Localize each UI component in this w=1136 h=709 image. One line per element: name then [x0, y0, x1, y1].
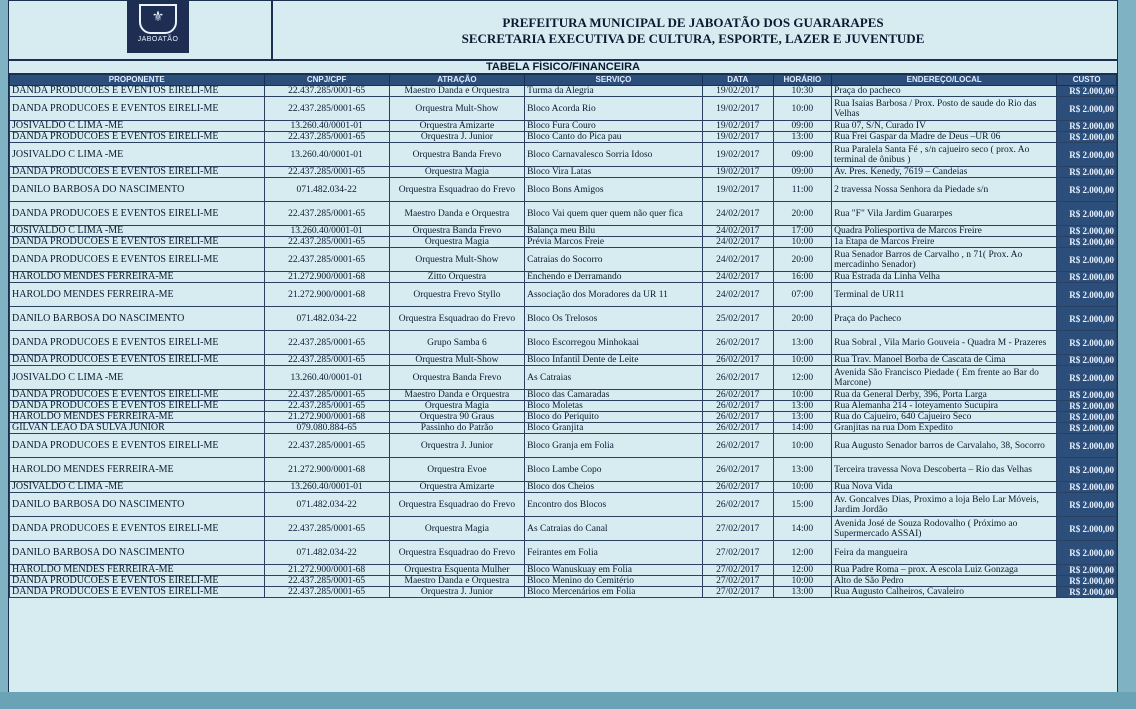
cell-proponente: HAROLDO MENDES FERREIRA-ME: [10, 412, 265, 423]
cell-servico: Feirantes em Folia: [525, 541, 703, 565]
cell-horario: 13:00: [773, 331, 832, 355]
cell-proponente: HAROLDO MENDES FERREIRA-ME: [10, 458, 265, 482]
table-row: [10, 587, 1117, 598]
cell-data: 26/02/2017: [702, 458, 773, 482]
cell-proponente: DANDA PRODUCOES E EVENTOS EIRELI-ME: [10, 132, 265, 143]
cell-proponente: JOSIVALDO C LIMA -ME: [10, 226, 265, 237]
cell-endereco: Rua Nova Vida: [832, 482, 1057, 493]
cell-proponente: HAROLDO MENDES FERREIRA-ME: [10, 283, 265, 307]
cell-cnpj: 22.437.285/0001-65: [264, 86, 389, 97]
cell-atracao: Grupo Samba 6: [389, 331, 524, 355]
cell-cnpj: 22.437.285/0001-65: [264, 237, 389, 248]
cell-cnpj: 22.437.285/0001-65: [264, 517, 389, 541]
cell-cnpj: 22.437.285/0001-65: [264, 390, 389, 401]
cell-proponente: DANDA PRODUCOES E EVENTOS EIRELI-ME: [10, 390, 265, 401]
cell-atracao: Passinho do Patrão: [389, 423, 524, 434]
cell-cnpj: 22.437.285/0001-65: [264, 97, 389, 121]
logo-text: JABOATÃO: [137, 36, 179, 43]
cell-data: 26/02/2017: [702, 355, 773, 366]
cell-proponente: DANDA PRODUCOES E EVENTOS EIRELI-ME: [10, 237, 265, 248]
cell-proponente: HAROLDO MENDES FERREIRA-ME: [10, 272, 265, 283]
cell-horario: 13:00: [773, 132, 832, 143]
cell-servico: Bloco Vai quem quer quem não quer fica: [525, 202, 703, 226]
cell-servico: Bloco do Periquito: [525, 412, 703, 423]
cell-servico: Bloco Bons Amigos: [525, 178, 703, 202]
cell-data: 24/02/2017: [702, 283, 773, 307]
cell-atracao: Orquestra J. Junior: [389, 587, 524, 598]
cell-servico: Bloco Escorregou Minhokaai: [525, 331, 703, 355]
cell-proponente: JOSIVALDO C LIMA -ME: [10, 366, 265, 390]
cell-data: 24/02/2017: [702, 202, 773, 226]
cell-horario: 09:00: [773, 121, 832, 132]
cell-atracao: Orquestra Esquenta Mulher: [389, 565, 524, 576]
cell-custo: R$ 2.000,00: [1057, 226, 1117, 237]
table-row: [10, 202, 1117, 226]
cell-endereco: 1a Etapa de Marcos Freire: [832, 237, 1057, 248]
cell-endereco: Rua Isaias Barbosa / Prox. Posto de saude do Rio das Velhas: [832, 97, 1057, 121]
cell-atracao: Orquestra Esquadrao do Frevo: [389, 307, 524, 331]
cell-atracao: Maestro Danda e Orquestra: [389, 202, 524, 226]
cell-horario: 09:00: [773, 143, 832, 167]
cell-data: 26/02/2017: [702, 423, 773, 434]
cell-servico: Bloco Wanuskuay em Folia: [525, 565, 703, 576]
cell-custo: R$ 2.000,00: [1057, 143, 1117, 167]
col-header: HORÁRIO: [773, 75, 832, 86]
cell-horario: 12:00: [773, 541, 832, 565]
cell-endereco: Granjitas na rua Dom Expedito: [832, 423, 1057, 434]
cell-horario: 10:00: [773, 97, 832, 121]
cell-proponente: DANDA PRODUCOES E EVENTOS EIRELI-ME: [10, 587, 265, 598]
background-strip: [0, 692, 1136, 709]
cell-atracao: Maestro Danda e Orquestra: [389, 576, 524, 587]
cell-horario: 12:00: [773, 565, 832, 576]
cell-cnpj: 071.482.034-22: [264, 541, 389, 565]
cell-horario: 16:00: [773, 272, 832, 283]
cell-horario: 14:00: [773, 423, 832, 434]
cell-atracao: Zitto Orquestra: [389, 272, 524, 283]
cell-servico: Associação dos Moradores da UR 11: [525, 283, 703, 307]
table-row: [10, 226, 1117, 237]
cell-data: 19/02/2017: [702, 178, 773, 202]
cell-custo: R$ 2.000,00: [1057, 482, 1117, 493]
cell-data: 27/02/2017: [702, 587, 773, 598]
cell-servico: Bloco Lambe Copo: [525, 458, 703, 482]
cell-horario: 10:00: [773, 390, 832, 401]
municipal-logo: [127, 1, 189, 53]
cell-custo: R$ 2.000,00: [1057, 576, 1117, 587]
cell-atracao: Orquestra J. Junior: [389, 434, 524, 458]
cell-data: 19/02/2017: [702, 143, 773, 167]
cell-endereco: Praça do Pacheco: [832, 307, 1057, 331]
crest-icon: ⚜: [139, 4, 177, 34]
cell-cnpj: 071.482.034-22: [264, 178, 389, 202]
cell-cnpj: 21.272.900/0001-68: [264, 272, 389, 283]
cell-atracao: Orquestra J. Junior: [389, 132, 524, 143]
cell-atracao: Orquestra Esquadrao do Frevo: [389, 541, 524, 565]
cell-horario: 10:00: [773, 434, 832, 458]
cell-atracao: Orquestra Mult-Show: [389, 248, 524, 272]
cell-horario: 20:00: [773, 248, 832, 272]
cell-custo: R$ 2.000,00: [1057, 390, 1117, 401]
cell-endereco: Rua 07, S/N, Curado IV: [832, 121, 1057, 132]
col-header: CNPJ/CPF: [264, 75, 389, 86]
cell-endereco: Rua do Cajueiro, 640 Cajueiro Seco: [832, 412, 1057, 423]
cell-cnpj: 13.260.40/0001-01: [264, 366, 389, 390]
cell-cnpj: 22.437.285/0001-65: [264, 167, 389, 178]
cell-cnpj: 21.272.900/0001-68: [264, 565, 389, 576]
cell-horario: 07:00: [773, 283, 832, 307]
cell-custo: R$ 2.000,00: [1057, 412, 1117, 423]
cell-endereco: Avenida José de Souza Rodovalho ( Próximo ao Supermercado ASSAI): [832, 517, 1057, 541]
cell-servico: Bloco Acorda Rio: [525, 97, 703, 121]
cell-endereco: Quadra Poliesportiva de Marcos Freire: [832, 226, 1057, 237]
cell-atracao: Orquestra Banda Frevo: [389, 366, 524, 390]
cell-endereco: Rua Padre Roma – prox. A escola Luiz Gonzaga: [832, 565, 1057, 576]
table-row: [10, 283, 1117, 307]
header-divider: [271, 1, 273, 59]
table-row: [10, 178, 1117, 202]
cell-endereco: Rua Alemanha 214 - loteyamento Sucupira: [832, 401, 1057, 412]
col-header: CUSTO: [1057, 75, 1117, 86]
cell-custo: R$ 2.000,00: [1057, 458, 1117, 482]
cell-atracao: Maestro Danda e Orquestra: [389, 86, 524, 97]
cell-proponente: DANDA PRODUCOES E EVENTOS EIRELI-ME: [10, 434, 265, 458]
cell-data: 27/02/2017: [702, 576, 773, 587]
cell-atracao: Orquestra Mult-Show: [389, 355, 524, 366]
cell-endereco: Av. Goncalves Dias, Proximo a loja Belo Lar Móveis, Jardim Jordão: [832, 493, 1057, 517]
cell-data: 26/02/2017: [702, 401, 773, 412]
cell-custo: R$ 2.000,00: [1057, 541, 1117, 565]
cell-proponente: GILVAN LEAO DA SULVA JUNIOR: [10, 423, 265, 434]
cell-endereco: Rua Paralela Santa Fé , s/n cajueiro seco ( prox. Ao terminal de ônibus ): [832, 143, 1057, 167]
cell-cnpj: 22.437.285/0001-65: [264, 202, 389, 226]
cell-data: 19/02/2017: [702, 167, 773, 178]
cell-proponente: JOSIVALDO C LIMA -ME: [10, 121, 265, 132]
cell-endereco: Rua Augusto Calheiros, Cavaleiro: [832, 587, 1057, 598]
cell-data: 27/02/2017: [702, 541, 773, 565]
cell-cnpj: 079.080.884-65: [264, 423, 389, 434]
cell-servico: Bloco Granja em Folia: [525, 434, 703, 458]
cell-horario: 13:00: [773, 401, 832, 412]
cell-cnpj: 21.272.900/0001-68: [264, 458, 389, 482]
cell-atracao: Orquestra Magia: [389, 237, 524, 248]
col-header: DATA: [702, 75, 773, 86]
col-header: ATRAÇÃO: [389, 75, 524, 86]
cell-endereco: Rua Augusto Senador barros de Carvalaho, 38, Socorro: [832, 434, 1057, 458]
cell-servico: Turma da Alegria: [525, 86, 703, 97]
cell-endereco: Av. Pres. Kenedy, 7619 – Candeias: [832, 167, 1057, 178]
cell-servico: Prévia Marcos Freie: [525, 237, 703, 248]
cell-servico: Bloco Infantil Dente de Leite: [525, 355, 703, 366]
cell-horario: 11:00: [773, 178, 832, 202]
table-row: [10, 434, 1117, 458]
cell-horario: 10:30: [773, 86, 832, 97]
cell-custo: R$ 2.000,00: [1057, 587, 1117, 598]
document-sheet: [8, 0, 1118, 694]
cell-custo: R$ 2.000,00: [1057, 121, 1117, 132]
cell-atracao: Orquestra Amizarte: [389, 482, 524, 493]
table-row: [10, 482, 1117, 493]
cell-custo: R$ 2.000,00: [1057, 97, 1117, 121]
cell-cnpj: 22.437.285/0001-65: [264, 248, 389, 272]
col-header: PROPONENTE: [10, 75, 265, 86]
cell-custo: R$ 2.000,00: [1057, 132, 1117, 143]
financial-table: [9, 74, 1117, 598]
cell-horario: 10:00: [773, 482, 832, 493]
table-row: [10, 412, 1117, 423]
cell-data: 19/02/2017: [702, 86, 773, 97]
cell-endereco: Alto de São Pedro: [832, 576, 1057, 587]
cell-custo: R$ 2.000,00: [1057, 434, 1117, 458]
cell-endereco: Rua Estrada da Linha Velha: [832, 272, 1057, 283]
table-row: [10, 307, 1117, 331]
cell-atracao: Orquestra Banda Frevo: [389, 143, 524, 167]
table-row: [10, 458, 1117, 482]
cell-proponente: DANDA PRODUCOES E EVENTOS EIRELI-ME: [10, 517, 265, 541]
cell-endereco: Rua Trav. Manoel Borba de Cascata de Cima: [832, 355, 1057, 366]
cell-servico: Bloco Carnavalesco Sorria Idoso: [525, 143, 703, 167]
cell-cnpj: 22.437.285/0001-65: [264, 331, 389, 355]
cell-servico: As Catraias: [525, 366, 703, 390]
table-row: [10, 121, 1117, 132]
cell-horario: 12:00: [773, 366, 832, 390]
table-row: [10, 401, 1117, 412]
cell-atracao: Orquestra Magia: [389, 517, 524, 541]
table-row: [10, 366, 1117, 390]
cell-data: 26/02/2017: [702, 434, 773, 458]
cell-servico: Bloco Menino do Cemitério: [525, 576, 703, 587]
cell-custo: R$ 2.000,00: [1057, 517, 1117, 541]
title-line-1: PREFEITURA MUNICIPAL DE JABOATÃO DOS GUARARAPES: [502, 15, 884, 30]
cell-data: 24/02/2017: [702, 237, 773, 248]
cell-cnpj: 071.482.034-22: [264, 307, 389, 331]
cell-custo: R$ 2.000,00: [1057, 237, 1117, 248]
table-body: [10, 86, 1117, 598]
cell-atracao: Orquestra Frevo Styllo: [389, 283, 524, 307]
cell-horario: 09:00: [773, 167, 832, 178]
cell-proponente: DANDA PRODUCOES E EVENTOS EIRELI-ME: [10, 576, 265, 587]
cell-data: 24/02/2017: [702, 248, 773, 272]
cell-data: 27/02/2017: [702, 565, 773, 576]
cell-data: 25/02/2017: [702, 307, 773, 331]
cell-cnpj: 13.260.40/0001-01: [264, 121, 389, 132]
table-row: [10, 576, 1117, 587]
cell-servico: Encontro dos Blocos: [525, 493, 703, 517]
table-row: [10, 143, 1117, 167]
cell-cnpj: 22.437.285/0001-65: [264, 401, 389, 412]
table-row: [10, 272, 1117, 283]
cell-custo: R$ 2.000,00: [1057, 167, 1117, 178]
cell-proponente: JOSIVALDO C LIMA -ME: [10, 143, 265, 167]
cell-atracao: Maestro Danda e Orquestra: [389, 390, 524, 401]
cell-proponente: DANDA PRODUCOES E EVENTOS EIRELI-ME: [10, 167, 265, 178]
cell-data: 26/02/2017: [702, 493, 773, 517]
cell-servico: Bloco Moletas: [525, 401, 703, 412]
cell-servico: Bloco Mercenários em Folia: [525, 587, 703, 598]
cell-data: 26/02/2017: [702, 482, 773, 493]
cell-proponente: HAROLDO MENDES FERREIRA-ME: [10, 565, 265, 576]
cell-horario: 20:00: [773, 202, 832, 226]
table-row: [10, 355, 1117, 366]
cell-proponente: DANILO BARBOSA DO NASCIMENTO: [10, 178, 265, 202]
cell-cnpj: 22.437.285/0001-65: [264, 355, 389, 366]
cell-atracao: Orquestra 90 Graus: [389, 412, 524, 423]
table-row: [10, 565, 1117, 576]
cell-endereco: Feira da mangueira: [832, 541, 1057, 565]
cell-endereco: Terminal de UR11: [832, 283, 1057, 307]
cell-custo: R$ 2.000,00: [1057, 307, 1117, 331]
cell-data: 19/02/2017: [702, 121, 773, 132]
cell-servico: Bloco das Camaradas: [525, 390, 703, 401]
cell-atracao: Orquestra Esquadrao do Frevo: [389, 178, 524, 202]
cell-servico: Bloco dos Cheios: [525, 482, 703, 493]
cell-servico: Bloco Granjita: [525, 423, 703, 434]
title-line-2: SECRETARIA EXECUTIVA DE CULTURA, ESPORTE, LAZER E JUVENTUDE: [461, 31, 925, 46]
cell-cnpj: 13.260.40/0001-01: [264, 482, 389, 493]
cell-custo: R$ 2.000,00: [1057, 86, 1117, 97]
cell-atracao: Orquestra Banda Frevo: [389, 226, 524, 237]
cell-custo: R$ 2.000,00: [1057, 423, 1117, 434]
cell-atracao: Orquestra Magia: [389, 401, 524, 412]
cell-atracao: Orquestra Amizarte: [389, 121, 524, 132]
cell-servico: Bloco Canto do Pica pau: [525, 132, 703, 143]
cell-horario: 15:00: [773, 493, 832, 517]
cell-data: 24/02/2017: [702, 272, 773, 283]
cell-proponente: DANDA PRODUCOES E EVENTOS EIRELI-ME: [10, 248, 265, 272]
col-header: ENDEREÇO/LOCAL: [832, 75, 1057, 86]
table-row: [10, 97, 1117, 121]
cell-custo: R$ 2.000,00: [1057, 331, 1117, 355]
cell-custo: R$ 2.000,00: [1057, 178, 1117, 202]
cell-custo: R$ 2.000,00: [1057, 401, 1117, 412]
cell-servico: Bloco Vira Latas: [525, 167, 703, 178]
cell-custo: R$ 2.000,00: [1057, 202, 1117, 226]
cell-custo: R$ 2.000,00: [1057, 248, 1117, 272]
cell-custo: R$ 2.000,00: [1057, 283, 1117, 307]
cell-proponente: JOSIVALDO C LIMA -ME: [10, 482, 265, 493]
cell-cnpj: 071.482.034-22: [264, 493, 389, 517]
cell-proponente: DANILO BARBOSA DO NASCIMENTO: [10, 541, 265, 565]
cell-custo: R$ 2.000,00: [1057, 366, 1117, 390]
cell-horario: 13:00: [773, 458, 832, 482]
cell-servico: Enchendo e Derramando: [525, 272, 703, 283]
cell-data: 26/02/2017: [702, 366, 773, 390]
table-title: TABELA FÍSICO/FINANCEIRA: [9, 61, 1117, 74]
cell-proponente: DANDA PRODUCOES E EVENTOS EIRELI-ME: [10, 331, 265, 355]
cell-horario: 13:00: [773, 412, 832, 423]
cell-cnpj: 13.260.40/0001-01: [264, 226, 389, 237]
cell-data: 26/02/2017: [702, 390, 773, 401]
cell-servico: As Catraias do Canal: [525, 517, 703, 541]
cell-servico: Bloco Os Trelosos: [525, 307, 703, 331]
table-row: [10, 423, 1117, 434]
table-row: [10, 541, 1117, 565]
table-row: [10, 517, 1117, 541]
cell-data: 26/02/2017: [702, 331, 773, 355]
cell-horario: 14:00: [773, 517, 832, 541]
cell-data: 24/02/2017: [702, 226, 773, 237]
cell-servico: Bloco Fura Couro: [525, 121, 703, 132]
cell-atracao: Orquestra Magia: [389, 167, 524, 178]
cell-custo: R$ 2.000,00: [1057, 355, 1117, 366]
cell-endereco: Rua Senador Barros de Carvalho , n 71( Prox. Ao mercadinho Senador): [832, 248, 1057, 272]
cell-proponente: DANILO BARBOSA DO NASCIMENTO: [10, 493, 265, 517]
document-header: [9, 1, 1117, 61]
cell-data: 19/02/2017: [702, 97, 773, 121]
cell-data: 26/02/2017: [702, 412, 773, 423]
cell-endereco: Avenida São Francisco Piedade ( Em frente ao Bar do Marcone): [832, 366, 1057, 390]
cell-endereco: Rua Sobral , Vila Mario Gouveia - Quadra M - Prazeres: [832, 331, 1057, 355]
table-row: [10, 132, 1117, 143]
cell-endereco: Praça do pacheco: [832, 86, 1057, 97]
table-row: [10, 167, 1117, 178]
cell-cnpj: 22.437.285/0001-65: [264, 434, 389, 458]
cell-atracao: Orquestra Mult-Show: [389, 97, 524, 121]
cell-custo: R$ 2.000,00: [1057, 493, 1117, 517]
cell-data: 27/02/2017: [702, 517, 773, 541]
table-row: [10, 248, 1117, 272]
cell-cnpj: 22.437.285/0001-65: [264, 587, 389, 598]
cell-custo: R$ 2.000,00: [1057, 565, 1117, 576]
cell-atracao: Orquestra Esquadrao do Frevo: [389, 493, 524, 517]
cell-endereco: 2 travessa Nossa Senhora da Piedade s/n: [832, 178, 1057, 202]
cell-endereco: Rua "F" Vila Jardim Guararpes: [832, 202, 1057, 226]
cell-servico: Balança meu Bilu: [525, 226, 703, 237]
cell-horario: 10:00: [773, 576, 832, 587]
cell-custo: R$ 2.000,00: [1057, 272, 1117, 283]
col-header: SERVIÇO: [525, 75, 703, 86]
cell-proponente: DANDA PRODUCOES E EVENTOS EIRELI-ME: [10, 97, 265, 121]
cell-cnpj: 22.437.285/0001-65: [264, 132, 389, 143]
cell-horario: 13:00: [773, 587, 832, 598]
cell-cnpj: 13.260.40/0001-01: [264, 143, 389, 167]
table-row: [10, 237, 1117, 248]
cell-proponente: DANILO BARBOSA DO NASCIMENTO: [10, 307, 265, 331]
cell-cnpj: 21.272.900/0001-68: [264, 412, 389, 423]
cell-endereco: Rua da General Derby, 396, Porta Larga: [832, 390, 1057, 401]
cell-horario: 10:00: [773, 237, 832, 248]
table-row: [10, 493, 1117, 517]
cell-proponente: DANDA PRODUCOES E EVENTOS EIRELI-ME: [10, 355, 265, 366]
cell-endereco: Rua Frei Gaspar da Madre de Deus –UR 06: [832, 132, 1057, 143]
cell-servico: Catraias do Socorro: [525, 248, 703, 272]
cell-cnpj: 22.437.285/0001-65: [264, 576, 389, 587]
table-header-row: [10, 75, 1117, 86]
cell-cnpj: 21.272.900/0001-68: [264, 283, 389, 307]
cell-endereco: Terceira travessa Nova Descoberta – Rio das Velhas: [832, 458, 1057, 482]
cell-data: 19/02/2017: [702, 132, 773, 143]
cell-horario: 20:00: [773, 307, 832, 331]
cell-atracao: Orquestra Evoe: [389, 458, 524, 482]
cell-horario: 17:00: [773, 226, 832, 237]
cell-proponente: DANDA PRODUCOES E EVENTOS EIRELI-ME: [10, 86, 265, 97]
cell-proponente: DANDA PRODUCOES E EVENTOS EIRELI-ME: [10, 202, 265, 226]
table-row: [10, 331, 1117, 355]
table-row: [10, 86, 1117, 97]
table-row: [10, 390, 1117, 401]
cell-horario: 10:00: [773, 355, 832, 366]
cell-proponente: DANDA PRODUCOES E EVENTOS EIRELI-ME: [10, 401, 265, 412]
document-titles: [309, 15, 1077, 47]
